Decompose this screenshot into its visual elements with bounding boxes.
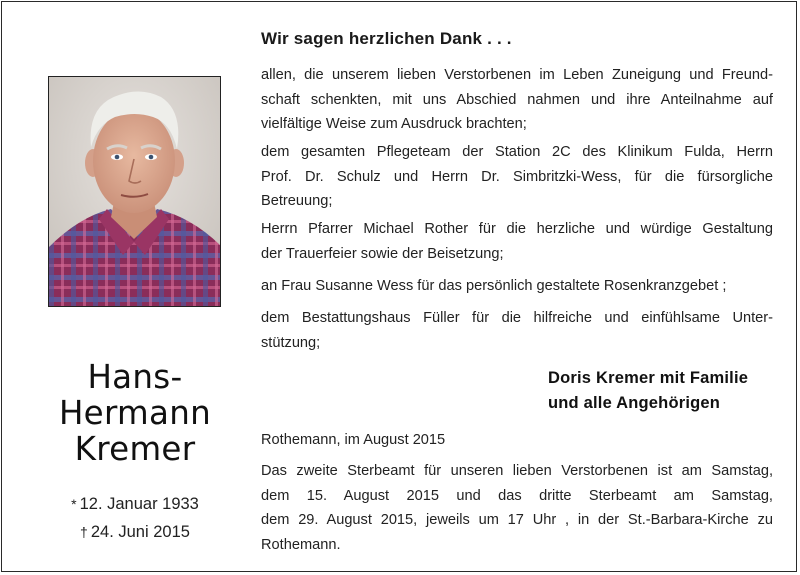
thanks-heading: Wir sagen herzlichen Dank . . . — [261, 29, 512, 48]
name-line-2: Hermann — [58, 394, 212, 432]
death-cross-symbol: † — [80, 524, 88, 540]
name-line-3: Kremer — [74, 430, 196, 468]
signature-line-2: und alle Angehörigen — [548, 394, 721, 412]
thanks-paragraph-5 — [261, 306, 773, 355]
text-line: an Frau Susanne Wess für das persönlich gestaltete Rosenkranzgebet ; — [261, 278, 727, 294]
name-line-1: Hans- — [87, 358, 183, 396]
life-dates — [22, 490, 248, 546]
signature-line-1: Doris Kremer mit Familie — [548, 369, 749, 387]
text-line: Rothemann. — [261, 536, 341, 553]
text-line: dem gesamten Pflegeteam der Station 2C des Klinikum Fulda, Herrn — [261, 144, 773, 160]
portrait-photo — [48, 76, 221, 307]
deceased-name — [22, 359, 248, 467]
text-line: Herrn Pfarrer Michael Rother für die herzliche und würdige Gestaltung — [261, 221, 773, 237]
text-line: allen, die unserem lieben Verstorbenen im Leben Zuneigung und Freund- — [261, 67, 773, 83]
text-line: Betreuung; — [261, 193, 333, 209]
death-date-line — [22, 518, 248, 546]
text-line: vielfältige Weise zum Ausdruck brachten; — [261, 116, 527, 132]
text-line: dem 15. August 2015 und das dritte Sterbeamt am Samstag, — [261, 487, 773, 504]
thanks-paragraph-1 — [261, 63, 773, 137]
obituary-notice — [1, 1, 797, 572]
signature — [548, 366, 748, 416]
thanks-paragraph-3 — [261, 217, 773, 266]
memorial-service-paragraph — [261, 459, 773, 557]
text-line: der Trauerfeier sowie der Beisetzung; — [261, 245, 504, 262]
place-date: Rothemann, im August 2015 — [261, 432, 446, 448]
death-date: 24. Juni 2015 — [90, 523, 190, 541]
birth-date: 12. Januar 1933 — [79, 495, 199, 513]
text-line: dem Bestattungshaus Füller für die hilfreiche und einfühlsame Unter- — [261, 310, 773, 326]
text-line: dem 29. August 2015, jeweils um 17 Uhr , in der St.-Barbara-Kirche zu — [261, 512, 773, 528]
birth-symbol: * — [71, 496, 77, 512]
text-line: stützung; — [261, 334, 321, 351]
thanks-paragraph-4 — [261, 274, 773, 299]
text-line: Prof. Dr. Schulz und Herrn Dr. Simbritzki-Wess, für die fürsorgliche — [261, 168, 773, 185]
birth-date-line — [22, 490, 248, 518]
text-line: schaft schenkten, mit uns Abschied nahmen und ihre Anteilnahme auf — [261, 91, 773, 108]
text-line: Das zweite Sterbeamt für unseren lieben Verstorbenen ist am Samstag, — [261, 463, 773, 479]
thanks-paragraph-2 — [261, 140, 773, 214]
